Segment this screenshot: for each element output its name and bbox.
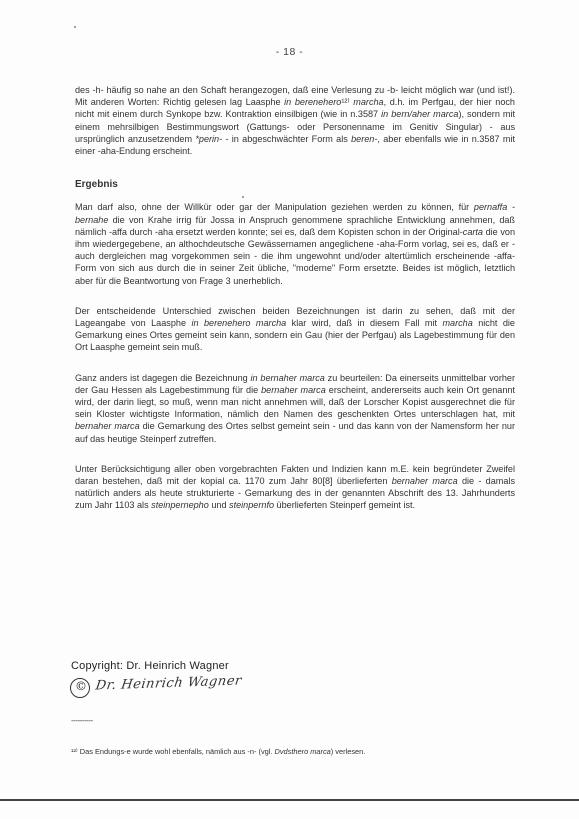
italic-span: beren- bbox=[351, 133, 378, 144]
section-heading: Ergebnis bbox=[75, 179, 118, 191]
text-span: Man darf also, ohne der Willkür oder gar der Manipulation geziehen werden zu können, für bbox=[75, 202, 474, 213]
text-span: des -h- häufig so nahe an den Schaft herangezogen, daß eine Verlesung zu -b- leicht möglich war (und ist!). Mit anderen Worten: Richtig gelesen lag Laasphe bbox=[75, 85, 515, 108]
text-span: ), sondern mit einem mehrsilbigen Bestimmungswort (Gattungs- oder Personenname im Genitiv Singular) - aus ursprünglich anzusetzendem bbox=[75, 109, 516, 144]
text-span: Ganz anders ist dagegen die Bezeichnung bbox=[75, 372, 251, 383]
text-span: die Gemarkung des Ortes selbst gemeint sein - und das kann von der Namensform her nur auf das heutige Steinperf zutreffen. bbox=[75, 421, 515, 444]
body-text bbox=[75, 84, 515, 530]
signature-text: Dr. Heinrich Wagner bbox=[94, 673, 243, 694]
italic-span: bernaher marca bbox=[75, 421, 140, 432]
text-span: zu beurteilen: Da einerseits unmittelbar vorher der Gau Hessen als Lagebestimmung für die bbox=[75, 372, 515, 395]
text-span: die - damals natürlich anders als heute strukturierte - Gemarkung des in der genannten Abschrift des 13. Jahrhunderts zum Jahr 1103 als bbox=[75, 476, 515, 511]
footnote-ref: ¹²⁾ bbox=[341, 97, 354, 108]
paragraph-5 bbox=[75, 463, 515, 512]
italic-span: in berenehero bbox=[284, 97, 342, 108]
text-span: Der entscheidende Unterschied zwischen beiden Bezeichnungen ist darin zu sehen, daß mit der Lageangabe von Laasphe bbox=[75, 305, 515, 329]
italic-span: bernaher marca bbox=[261, 384, 326, 395]
text-span: - in abgeschwächter Form als bbox=[222, 133, 352, 144]
text-span: Unter Berücksichtigung aller oben vorgebrachten Fakten und Indizien kann m.E. kein begründeter Zweifel daran bestehen, daß mit der kopial ca. 1170 zum Jahr 80[8] überlieferten bbox=[75, 463, 515, 487]
paragraph-3 bbox=[75, 305, 515, 354]
text-span: , aber ebenfalls wie in n.3587 mit einer -aha-Endung erscheint. bbox=[75, 133, 515, 157]
copyright-symbol: © bbox=[75, 679, 87, 693]
scan-speck bbox=[74, 26, 76, 28]
italic-span: steinpernfo bbox=[229, 500, 275, 511]
page-number: - 18 - bbox=[275, 46, 304, 58]
italic-span: in bernaher marca bbox=[250, 372, 325, 383]
footnote-separator: ---------- bbox=[71, 716, 93, 725]
text-span: , d.h. im Perfgau, der hier noch nicht mit einem durch Synkope bzw. Kontraktion einsilbigen (wie in n.3587 bbox=[75, 97, 515, 120]
text-span: die von Krahe irrig für Jossa in Anspruch genommene sprachliche Entwicklung annehmen, daß nämlich -affa durch -aha ersetzt werden konnte; sei es, daß dem Kopisten schon in der Original- bbox=[75, 214, 515, 237]
handwritten-signature bbox=[70, 673, 270, 706]
italic-span: Dvdsthero marca bbox=[274, 747, 331, 756]
text-span: klar wird, daß in diesem Fall mit bbox=[286, 318, 443, 329]
italic-span: marcha bbox=[442, 318, 473, 329]
italic-span: pernaffa - bernahe bbox=[75, 202, 515, 225]
scan-speck bbox=[242, 196, 244, 198]
text-span: ) verlesen. bbox=[330, 747, 366, 756]
italic-span: steinpernepho bbox=[151, 500, 209, 511]
italic-span: marcha bbox=[353, 97, 384, 108]
footnote bbox=[71, 747, 521, 756]
italic-span: carta bbox=[462, 226, 483, 237]
text-span: überlieferten Steinperf gemeint ist. bbox=[274, 500, 416, 511]
copyright-line: Copyright: Dr. Heinrich Wagner bbox=[71, 660, 229, 672]
italic-span: in berenehero marcha bbox=[191, 318, 287, 329]
italic-span: in bern/aher marca bbox=[381, 109, 459, 120]
paragraph-2 bbox=[75, 201, 515, 286]
text-span: und bbox=[208, 500, 230, 511]
text-span: erscheint, andererseits auch kein Ort genannt wird, der darin liegt, so muß, wenn man nicht annehmen will, daß der Lorscher Kopist ausgerechnet die für sein Kloster wichtigste Information, nämlich den Namen des geschenkten Ortes unterschlagen hat, mit bbox=[75, 384, 515, 420]
text-span: ¹²⁾ Das Endungs-e wurde wohl ebenfalls, nämlich aus -n- (vgl. bbox=[71, 747, 275, 756]
italic-span: bernaher marca bbox=[391, 476, 458, 487]
paragraph-4 bbox=[75, 372, 515, 445]
text-span: nicht die Gemarkung eines Ortes gemeint sein kann, sondern ein Gau (hier der Perfgau) als Lagebestimmung für den Ort Laasphe gemeint sein muß. bbox=[75, 318, 515, 353]
scan-edge-line bbox=[0, 799, 579, 801]
text-span: die von ihm wiedergegebene, an althochdeutsche Gewässernamen angeglichene -aha-Form vorlag, sei es, daß er - auch dergleichen mag vorgekommen sein - die ihm ungewohnt und/oder altertümlich erscheinende -affa-Form von sich aus durch die in seiner Zeit übliche, "moderne" Form ersetzte. Beides ist möglich, letztlich aber für die Beantwortung von Frage 3 unerheblich. bbox=[75, 226, 516, 286]
italic-span: *perin- bbox=[195, 133, 223, 144]
paragraph-1 bbox=[75, 84, 515, 157]
